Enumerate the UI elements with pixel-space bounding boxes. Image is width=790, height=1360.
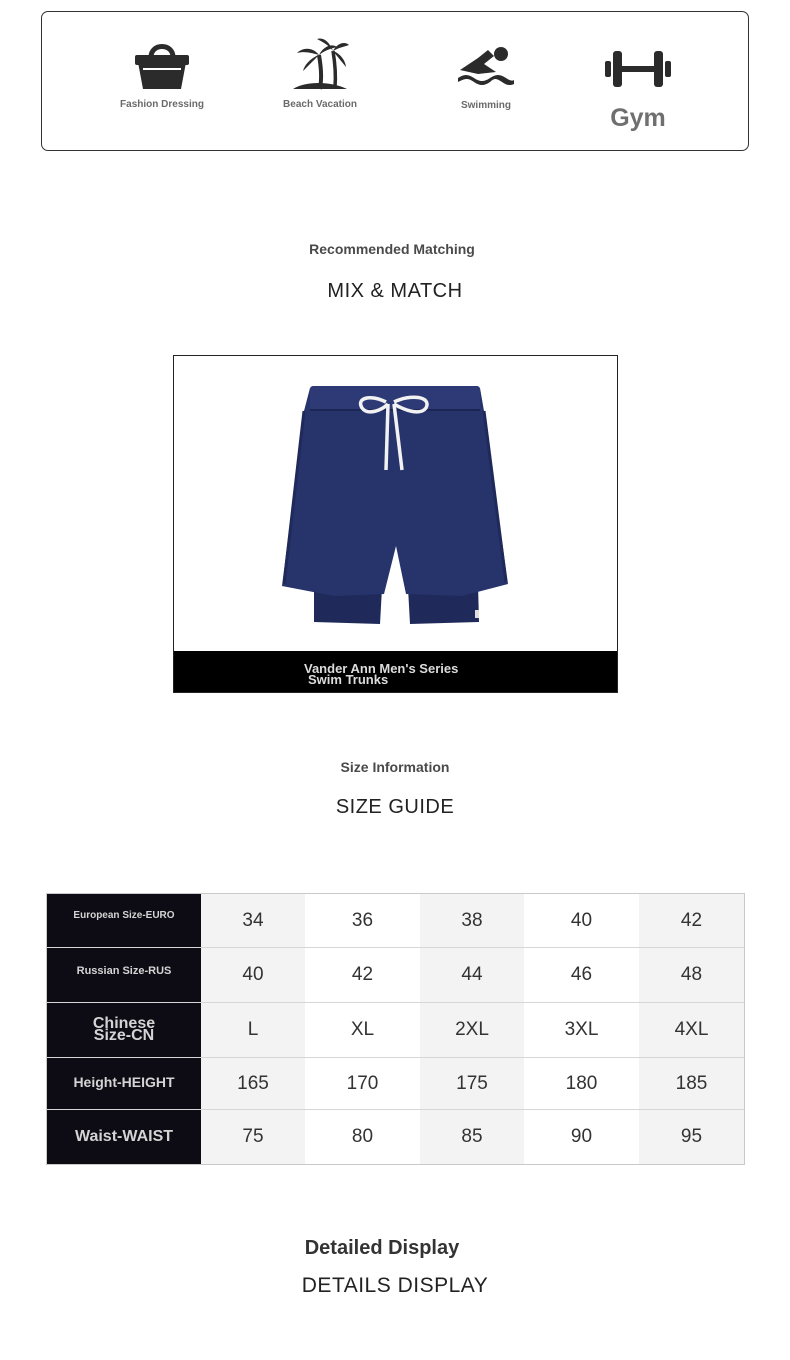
size-cell: 40 <box>570 909 593 931</box>
swimmer-icon <box>456 44 516 90</box>
usage-label-fashion: Fashion Dressing <box>120 99 204 110</box>
size-cell: XL <box>350 1019 375 1040</box>
handbag-icon <box>134 39 190 91</box>
usage-label-swimming: Swimming <box>460 100 511 111</box>
size-cell: 44 <box>420 948 524 1002</box>
size-info-title-en: SIZE GUIDE <box>335 796 455 818</box>
size-row-label: European Size-EURO <box>47 894 201 947</box>
size-cell: 3XL <box>564 1019 599 1040</box>
size-row-waist <box>47 1110 744 1164</box>
size-cell: 95 <box>639 1110 744 1164</box>
size-row-label: Waist-WAIST <box>47 1110 201 1164</box>
size-row-height <box>47 1058 744 1110</box>
matching-title-cn: Recommended Matching <box>309 241 475 257</box>
product-caption-bar <box>174 651 618 693</box>
product-caption-line1: Vander Ann Men's Series <box>304 661 459 676</box>
swim-trunks-image <box>174 356 618 651</box>
usage-label-beach: Beach Vacation <box>283 99 357 110</box>
usage-label-gym: Gym <box>610 104 666 132</box>
size-cell: 36 <box>351 909 374 931</box>
size-cell: 42 <box>351 964 374 985</box>
size-cell: 48 <box>639 948 744 1002</box>
product-card[interactable] <box>173 355 618 693</box>
usage-item-fashion <box>87 12 237 152</box>
palm-tree-icon <box>291 37 349 91</box>
size-cell: 170 <box>346 1072 379 1094</box>
size-row-label: Height-HEIGHT <box>47 1058 201 1109</box>
size-cell: 4XL <box>639 1003 744 1057</box>
size-cell: 34 <box>201 894 305 947</box>
size-row-cn <box>47 1003 744 1058</box>
size-row-rus <box>47 948 744 1003</box>
size-cell: 2XL <box>420 1003 524 1057</box>
size-cell: 165 <box>201 1058 305 1109</box>
size-cell: 42 <box>639 894 744 947</box>
matching-title-en: MIX & MATCH <box>327 280 463 302</box>
size-cell: L <box>201 1003 305 1057</box>
size-cell: 175 <box>420 1058 524 1109</box>
size-row-label: Chinese Size-CN <box>47 1003 201 1057</box>
usage-item-swimming <box>411 12 561 152</box>
dumbbell-icon <box>605 49 671 89</box>
size-table <box>46 893 745 1165</box>
usage-item-gym <box>563 12 713 152</box>
size-cell: 185 <box>639 1058 744 1109</box>
size-cell: 85 <box>420 1110 524 1164</box>
size-cell: 90 <box>570 1126 593 1147</box>
details-title-cn: Detailed Display <box>304 1237 460 1259</box>
size-row-label: Russian Size-RUS <box>47 948 201 1002</box>
size-cell: 40 <box>201 948 305 1002</box>
size-cell: 180 <box>565 1072 598 1094</box>
details-title-en: DETAILS DISPLAY <box>301 1274 489 1297</box>
size-info-title-cn: Size Information <box>340 759 450 775</box>
size-cell: 80 <box>351 1126 374 1147</box>
size-cell: 46 <box>570 964 593 985</box>
usage-item-beach <box>245 12 395 152</box>
product-caption-line2: Swim Trunks <box>308 672 389 687</box>
product-caption <box>304 663 504 685</box>
usage-scenarios-panel <box>41 11 749 151</box>
size-cell: 75 <box>201 1110 305 1164</box>
size-row-euro <box>47 894 744 948</box>
size-cell: 38 <box>420 894 524 947</box>
